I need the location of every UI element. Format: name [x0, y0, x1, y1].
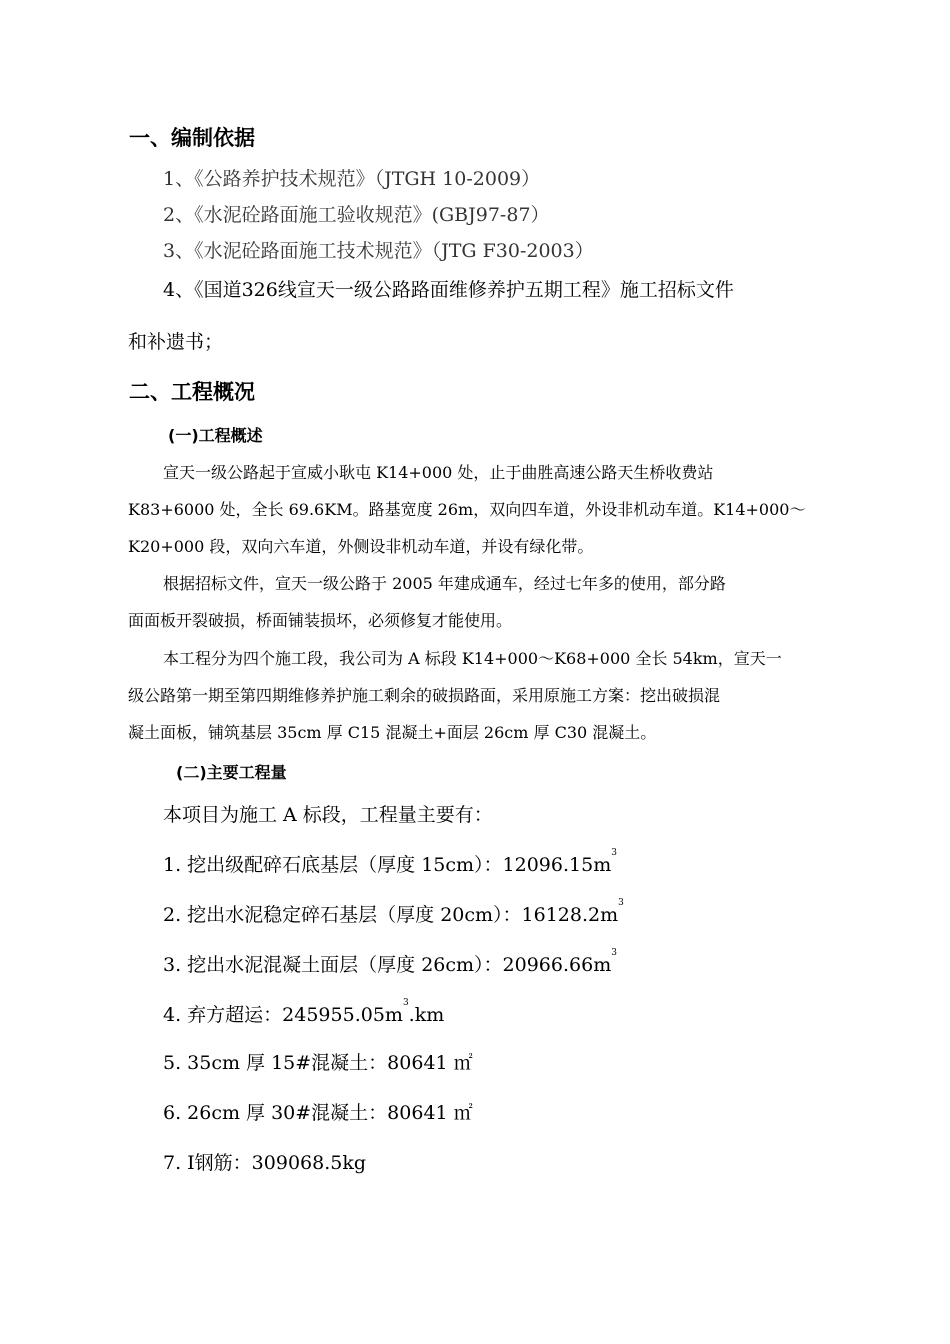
reference-item-3: 3、《水泥砼路面施工技术规范》（JTG F30-2003） — [163, 240, 594, 262]
paragraph-line: K83+6000 处，全长 69.6KM。路基宽度 26m，双向四车道，外设非机动车道。K14+000～ — [128, 500, 806, 519]
paragraph-line: 级公路第一期至第四期维修养护施工剩余的破损路面，采用原施工方案：挖出破损混 — [128, 686, 721, 705]
reference-item-4: 4、《国道326线宣天一级公路路面维修养护五期工程》施工招标文件 — [163, 279, 734, 301]
quantity-item: 3. 挖出水泥混凝土面层（厚度 26cm）：$20966.66m^3$ — [163, 948, 617, 976]
reference-item-2: 2、《水泥砼路面施工验收规范》(GBJ97-87） — [163, 204, 550, 226]
paragraph-line: 根据招标文件，宣天一级公路于 2005 年建成通车，经过七年多的使用，部分路 — [163, 574, 726, 593]
paragraph-line: 宣天一级公路起于宣威小耿屯 K14+000 处，止于曲胜高速公路天生桥收费站 — [163, 463, 714, 482]
section-heading-basis: 一、编制依据 — [129, 126, 255, 150]
quantity-item: 1. 挖出级配碎石底基层（厚度 15cm）：$12096.15m^3$ — [163, 848, 617, 876]
quantity-item: 6. 26cm 厚 30#混凝土：80641 ㎡ — [163, 1102, 473, 1124]
paragraph-line: 凝土面板，铺筑基层 35cm 厚 C15 混凝土+面层 26cm 厚 C30 混凝土。 — [128, 723, 657, 742]
quantity-item: 4. 弃方超运：$245955.05m^3.km$ — [163, 998, 445, 1026]
paragraph-line: 本工程分为四个施工段，我公司为 A 标段 K14+000～K68+000 全长 54km，宣天一 — [163, 649, 782, 668]
paragraph-line: K20+000 段，双向六车道，外侧设非机动车道，并设有绿化带。 — [128, 537, 594, 556]
quantity-item: 2. 挖出水泥稳定碎石基层（厚度 20cm）：$16128.2m^3$ — [163, 898, 624, 926]
quantity-item: 5. 35cm 厚 15#混凝土：80641 ㎡ — [163, 1052, 473, 1074]
reference-item-4-continued: 和补遗书； — [128, 331, 224, 353]
quantities-intro: 本项目为施工 A 标段，工程量主要有： — [163, 804, 493, 826]
section-heading-overview: 二、工程概况 — [129, 380, 255, 404]
reference-item-1: 1、《公路养护技术规范》（JTGH 10-2009） — [163, 168, 541, 190]
subsection-heading-quantities: (二)主要工程量 — [176, 763, 287, 782]
subsection-heading-summary: (一)工程概述 — [168, 426, 263, 445]
paragraph-line: 面面板开裂破损，桥面铺装损坏，必须修复才能使用。 — [128, 611, 513, 630]
quantity-item: 7. Ⅰ钢筋：309068.5kg — [163, 1152, 367, 1174]
